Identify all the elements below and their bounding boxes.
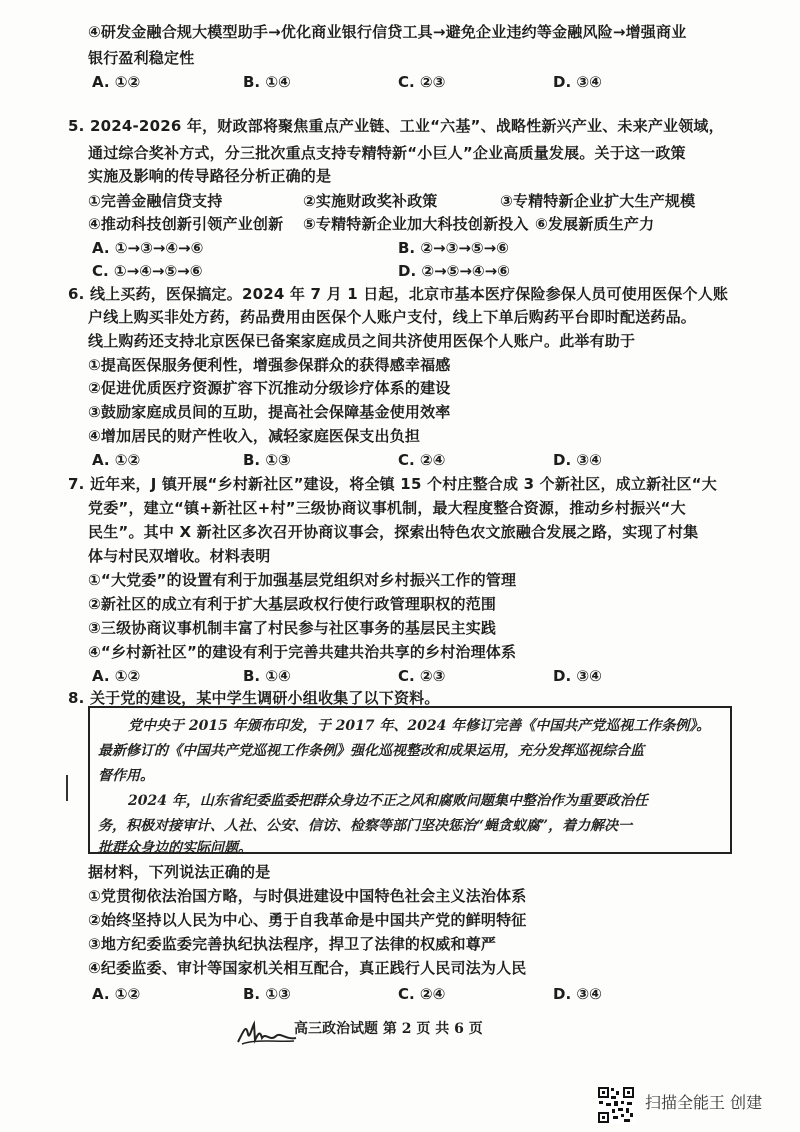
q5-option-5: ⑤专精特新企业加大科技创新投入: [303, 215, 529, 233]
q8-option-3: ③地方纪委监委完善执纪执法程序，捍卫了法律的权威和尊严: [88, 935, 497, 953]
q6-choice-b: B. ①③: [243, 451, 291, 469]
q5-option-2: ②实施财政奖补政策: [303, 192, 438, 210]
q5-option-4: ④推动科技创新引领产业创新: [88, 215, 284, 233]
q8-box-line1: 党中央于 2015 年颁布印发，于 2017 年、2024 年修订完善《中国共产党巡视工作条例》。: [128, 718, 711, 734]
q4-choice-d: D. ③④: [553, 73, 602, 91]
q7-option-2: ②新社区的成立有利于扩大基层政权行使行政管理职权的范围: [88, 595, 497, 613]
q6-option-4: ④增加居民的财产性收入，减轻家庭医保支出负担: [88, 427, 421, 445]
q7-choice-a: A. ①②: [92, 667, 141, 685]
q8-choice-a: A. ①②: [92, 985, 141, 1003]
q7-stem-line4: 体与村民双增收。材料表明: [88, 547, 271, 565]
q7-choice-b: B. ①④: [243, 667, 291, 685]
q8-prompt: 据材料，下列说法正确的是: [88, 863, 271, 881]
page-footer: [0, 1018, 800, 1048]
q4-choice-c: C. ②③: [398, 73, 446, 91]
q8-box-line6: 批群众身边的实际问题。: [98, 840, 252, 856]
q5-option-6: ⑥发展新质生产力: [535, 215, 655, 233]
q4-choice-b: B. ①④: [243, 73, 291, 91]
q8-box-line2: 最新修订的《中国共产党巡视工作条例》强化巡视整改和成果运用，充分发挥巡视综合监: [98, 743, 644, 759]
q6-stem-line1: 6. 线上买药，医保搞定。2024 年 7 月 1 日起，北京市基本医疗保险参保人员可使用医保个人账: [68, 285, 729, 303]
q4-option4-line2: 银行盈利稳定性: [88, 49, 195, 67]
q5-choice-d: D. ②→⑤→④→⑥: [398, 262, 510, 280]
q8-choice-d: D. ③④: [553, 985, 602, 1003]
q5-choice-a: A. ①→③→④→⑥: [92, 239, 204, 257]
margin-binding-mark: [66, 775, 68, 801]
q6-choice-d: D. ③④: [553, 451, 602, 469]
q6-option-1: ①提高医保服务便利性，增强参保群众的获得感幸福感: [88, 356, 451, 374]
q6-option-2: ②促进优质医疗资源扩容下沉推动分级诊疗体系的建设: [88, 379, 451, 397]
q6-stem-line3: 线上购药还支持北京医保已备案家庭成员之间共济使用医保个人账户。此举有助于: [88, 332, 636, 350]
q7-choice-d: D. ③④: [553, 667, 602, 685]
q4-choice-a: A. ①②: [92, 73, 141, 91]
q5-option-3: ③专精特新企业扩大生产规模: [500, 192, 696, 210]
scanner-watermark-label: 扫描全能王 创建: [645, 1093, 763, 1112]
q4-option4-line1: ④研发金融合规大模型助手→优化商业银行信贷工具→避免企业违约等金融风险→增强商业: [88, 23, 687, 41]
q7-stem-line3: 民生”。其中 X 新社区多次召开协商议事会，探索出特色农文旅融合发展之路，实现了村集: [88, 523, 699, 541]
q7-option-4: ④“乡村新社区”的建设有利于完善共建共治共享的乡村治理体系: [88, 643, 517, 661]
q8-box-line5: 务，积极对接审计、人社、公安、信访、检察等部门坚决惩治“蝇贪蚁腐”，着力解决一: [98, 818, 633, 834]
q5-choice-c: C. ①→④→⑤→⑥: [92, 262, 203, 280]
qr-code-icon: [597, 1086, 635, 1124]
q5-stem-line2: 通过综合奖补方式，分三批次重点支持专精特新“小巨人”企业高质量发展。关于这一政策: [88, 144, 686, 162]
q5-choice-b: B. ②→③→⑤→⑥: [398, 239, 509, 257]
q5-stem-line1: 5. 2024-2026 年，财政部将聚焦重点产业链、工业“六基”、战略性新兴产业、未来产业领域，: [68, 117, 724, 135]
q7-stem-line2: 党委”，建立“镇+新社区+村”三级协商议事机制，最大程度整合资源，推动乡村振兴“大: [88, 499, 686, 517]
handwritten-signature-icon: [236, 1020, 298, 1046]
q8-box-line3: 督作用。: [98, 768, 154, 784]
footer-page-label: 高三政治试题 第 2 页 共 6 页: [294, 1021, 483, 1037]
q6-option-3: ③鼓励家庭成员间的互助，提高社会保障基金使用效率: [88, 403, 451, 421]
q7-stem-line1: 7. 近年来，J 镇开展“乡村新社区”建设，将全镇 15 个村庄整合成 3 个新社区，成立新社区“大: [68, 475, 717, 493]
q8-choice-b: B. ①③: [243, 985, 291, 1003]
q5-stem-line3: 实施及影响的传导路径分析正确的是: [88, 167, 332, 185]
q8-option-2: ②始终坚持以人民为中心、勇于自我革命是中国共产党的鲜明特征: [88, 911, 527, 929]
q8-option-4: ④纪委监委、审计等国家机关相互配合，真正践行人民司法为人民: [88, 959, 527, 977]
q8-stem-line1: 8. 关于党的建设，某中学生调研小组收集了以下资料。: [68, 689, 440, 707]
q7-option-3: ③三级协商议事机制丰富了村民参与社区事务的基层民主实践: [88, 619, 497, 637]
q8-box-line4: 2024 年，山东省纪委监委把群众身边不正之风和腐败问题集中整治作为重要政治任: [128, 793, 648, 809]
q8-option-1: ①党贯彻依法治国方略，与时俱进建设中国特色社会主义法治体系: [88, 887, 527, 905]
q8-choice-c: C. ②④: [398, 985, 446, 1003]
q7-choice-c: C. ②③: [398, 667, 446, 685]
q6-stem-line2: 户线上购买非处方药，药品费用由医保个人账户支付，线上下单后购药平台即时配送药品。: [88, 308, 697, 326]
q6-choice-c: C. ②④: [398, 451, 446, 469]
q6-choice-a: A. ①②: [92, 451, 141, 469]
q5-option-1: ①完善金融信贷支持: [88, 192, 223, 210]
q7-option-1: ①“大党委”的设置有利于加强基层党组织对乡村振兴工作的管理: [88, 571, 517, 589]
